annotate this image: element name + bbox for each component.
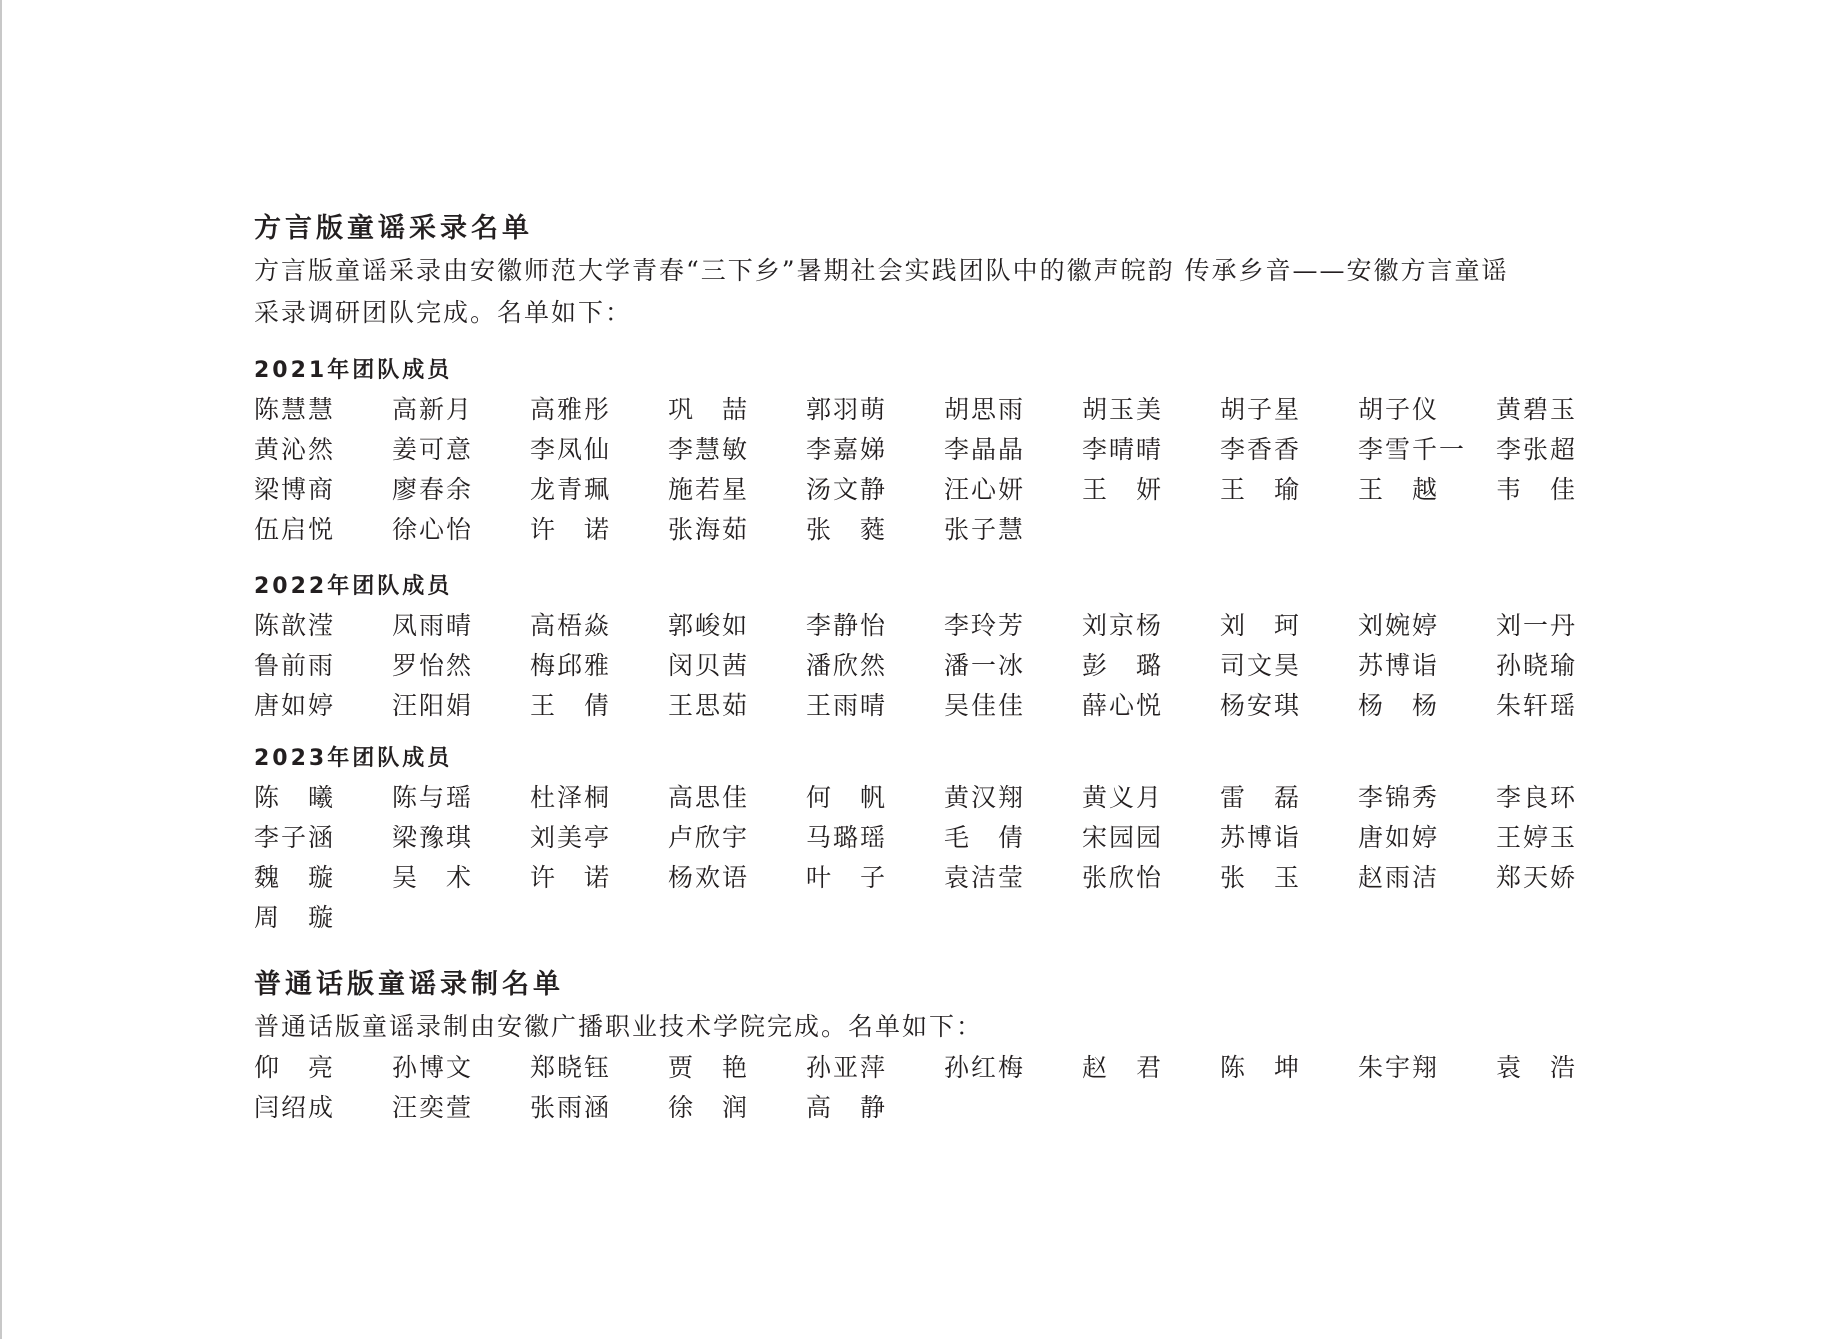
member-name: 巩 喆 xyxy=(668,395,750,424)
member-name: 闵贝茜 xyxy=(668,651,750,680)
member-name: 黄沁然 xyxy=(254,435,336,464)
member-name: 李慧敏 xyxy=(668,435,750,464)
member-name: 张欣怡 xyxy=(1082,863,1164,892)
member-name: 高思佳 xyxy=(668,783,750,812)
member-name: 朱轩瑶 xyxy=(1496,691,1578,720)
member-name: 凤雨晴 xyxy=(392,611,474,640)
member-name: 黄义月 xyxy=(1082,783,1164,812)
member-name: 仰 亮 xyxy=(254,1053,336,1082)
member-name: 罗怡然 xyxy=(392,651,474,680)
team-2023-heading: 2023年团队成员 xyxy=(254,746,453,771)
member-name: 郑天娇 xyxy=(1496,863,1578,892)
member-name: 薛心悦 xyxy=(1082,691,1164,720)
member-name: 王雨晴 xyxy=(806,691,888,720)
member-name: 潘一冰 xyxy=(944,651,1026,680)
team-2023-member-list xyxy=(254,778,1584,938)
member-name: 高新月 xyxy=(392,395,474,424)
member-name: 贾 艳 xyxy=(668,1053,750,1082)
team-2022-heading: 2022年团队成员 xyxy=(254,574,453,599)
member-name: 王思茹 xyxy=(668,691,750,720)
member-name: 唐如婷 xyxy=(254,691,336,720)
member-name: 汪阳娟 xyxy=(392,691,474,720)
member-name: 何 帆 xyxy=(806,783,888,812)
member-name: 杨 杨 xyxy=(1358,691,1440,720)
dialect-intro-line-2: 采录调研团队完成。名单如下： xyxy=(254,298,633,327)
member-name: 李晶晶 xyxy=(944,435,1026,464)
member-name: 孙红梅 xyxy=(944,1053,1026,1082)
member-name: 赵 君 xyxy=(1082,1053,1164,1082)
mandarin-section-title: 普通话版童谣录制名单 xyxy=(254,969,564,1000)
member-name: 刘一丹 xyxy=(1496,611,1578,640)
mandarin-intro: 普通话版童谣录制由安徽广播职业技术学院完成。名单如下： xyxy=(254,1012,984,1041)
member-name: 陈歆滢 xyxy=(254,611,336,640)
member-name: 郭峻如 xyxy=(668,611,750,640)
member-name: 李嘉娣 xyxy=(806,435,888,464)
member-name: 王 妍 xyxy=(1082,475,1164,504)
dialect-section-title: 方言版童谣采录名单 xyxy=(254,213,533,244)
member-name: 周 璇 xyxy=(254,903,336,932)
member-name: 李玲芳 xyxy=(944,611,1026,640)
mandarin-member-list xyxy=(254,1048,1584,1128)
member-name: 杨欢语 xyxy=(668,863,750,892)
team-2021-member-list xyxy=(254,390,1584,550)
member-name: 梅邱雅 xyxy=(530,651,612,680)
member-name: 王婷玉 xyxy=(1496,823,1578,852)
member-name: 刘京杨 xyxy=(1082,611,1164,640)
member-name: 徐心怡 xyxy=(392,515,474,544)
member-name: 宋园园 xyxy=(1082,823,1164,852)
member-name: 徐 润 xyxy=(668,1093,750,1122)
member-name: 胡子星 xyxy=(1220,395,1302,424)
member-name: 吴佳佳 xyxy=(944,691,1026,720)
member-name: 闫绍成 xyxy=(254,1093,336,1122)
member-name: 李锦秀 xyxy=(1358,783,1440,812)
member-name: 张 玉 xyxy=(1220,863,1302,892)
member-name: 孙亚萍 xyxy=(806,1053,888,1082)
dialect-intro-line-1: 方言版童谣采录由安徽师范大学青春“三下乡”暑期社会实践团队中的徽声皖韵 传承乡音——安徽方言童谣 xyxy=(254,256,1509,285)
member-name: 胡思雨 xyxy=(944,395,1026,424)
member-name: 韦 佳 xyxy=(1496,475,1578,504)
member-name: 许 诺 xyxy=(530,515,612,544)
member-name: 叶 子 xyxy=(806,863,888,892)
member-name: 刘 珂 xyxy=(1220,611,1302,640)
member-name: 廖春余 xyxy=(392,475,474,504)
member-name: 胡子仪 xyxy=(1358,395,1440,424)
member-name: 袁洁莹 xyxy=(944,863,1026,892)
team-2021-heading: 2021年团队成员 xyxy=(254,358,453,383)
member-name: 陈与瑶 xyxy=(392,783,474,812)
member-name: 孙博文 xyxy=(392,1053,474,1082)
member-name: 郑晓钰 xyxy=(530,1053,612,1082)
member-name: 潘欣然 xyxy=(806,651,888,680)
member-name: 黄碧玉 xyxy=(1496,395,1578,424)
member-name: 施若星 xyxy=(668,475,750,504)
member-name: 汪心妍 xyxy=(944,475,1026,504)
member-name: 梁博商 xyxy=(254,475,336,504)
document-body xyxy=(254,208,1584,1128)
member-name: 李静怡 xyxy=(806,611,888,640)
member-name: 汤文静 xyxy=(806,475,888,504)
member-name: 梁豫琪 xyxy=(392,823,474,852)
member-name: 陈 曦 xyxy=(254,783,336,812)
member-name: 姜可意 xyxy=(392,435,474,464)
member-name: 王 瑜 xyxy=(1220,475,1302,504)
member-name: 李凤仙 xyxy=(530,435,612,464)
member-name: 王 越 xyxy=(1358,475,1440,504)
member-name: 张 蕤 xyxy=(806,515,888,544)
member-name: 朱宇翔 xyxy=(1358,1053,1440,1082)
member-name: 高雅彤 xyxy=(530,395,612,424)
member-name: 李晴晴 xyxy=(1082,435,1164,464)
member-name: 唐如婷 xyxy=(1358,823,1440,852)
member-name: 高 静 xyxy=(806,1093,888,1122)
member-name: 吴 术 xyxy=(392,863,474,892)
member-name: 孙晓瑜 xyxy=(1496,651,1578,680)
member-name: 袁 浩 xyxy=(1496,1053,1578,1082)
member-name: 李香香 xyxy=(1220,435,1302,464)
member-name: 陈慧慧 xyxy=(254,395,336,424)
member-name: 马璐瑶 xyxy=(806,823,888,852)
member-name: 张子慧 xyxy=(944,515,1026,544)
member-name: 伍启悦 xyxy=(254,515,336,544)
member-name: 彭 璐 xyxy=(1082,651,1164,680)
member-name: 李子涵 xyxy=(254,823,336,852)
member-name: 王 倩 xyxy=(530,691,612,720)
member-name: 汪奕萱 xyxy=(392,1093,474,1122)
member-name: 司文昊 xyxy=(1220,651,1302,680)
member-name: 杨安琪 xyxy=(1220,691,1302,720)
member-name: 卢欣宇 xyxy=(668,823,750,852)
member-name: 李张超 xyxy=(1496,435,1578,464)
member-name: 刘美亭 xyxy=(530,823,612,852)
member-name: 苏博诣 xyxy=(1220,823,1302,852)
member-name: 赵雨洁 xyxy=(1358,863,1440,892)
member-name: 刘婉婷 xyxy=(1358,611,1440,640)
member-name: 魏 璇 xyxy=(254,863,336,892)
member-name: 龙青珮 xyxy=(530,475,612,504)
member-name: 胡玉美 xyxy=(1082,395,1164,424)
member-name: 陈 坤 xyxy=(1220,1053,1302,1082)
member-name: 杜泽桐 xyxy=(530,783,612,812)
member-name: 雷 磊 xyxy=(1220,783,1302,812)
member-name: 张海茹 xyxy=(668,515,750,544)
member-name: 李良环 xyxy=(1496,783,1578,812)
member-name: 张雨涵 xyxy=(530,1093,612,1122)
team-2022-member-list xyxy=(254,606,1584,726)
member-name: 李雪千一 xyxy=(1358,435,1467,464)
member-name: 黄汉翔 xyxy=(944,783,1026,812)
member-name: 许 诺 xyxy=(530,863,612,892)
member-name: 鲁前雨 xyxy=(254,651,336,680)
member-name: 毛 倩 xyxy=(944,823,1026,852)
member-name: 苏博诣 xyxy=(1358,651,1440,680)
member-name: 郭羽萌 xyxy=(806,395,888,424)
member-name: 高梧焱 xyxy=(530,611,612,640)
